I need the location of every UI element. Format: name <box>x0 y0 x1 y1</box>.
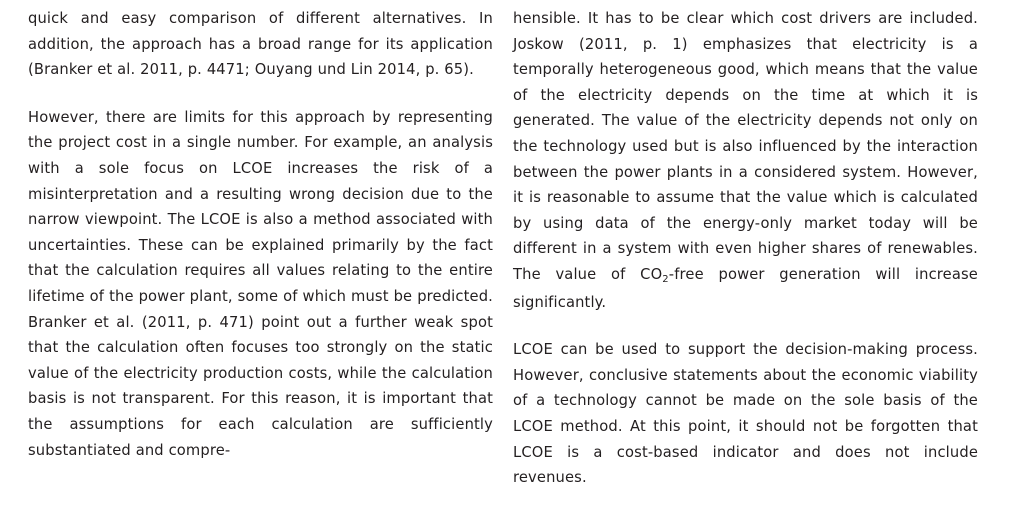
paragraph: LCOE can be used to support the decision-making process. However, conclusive statements about the economic viability of a technology cannot be made on the sole basis of the LCOE method. At this point, it should not be forgotten that LCOE is a cost-based indicator and does not include revenues. <box>513 341 978 487</box>
paragraph-text-part: hensible. It has to be clear which cost drivers are included. Joskow (2011, p. 1) emphasizes that electricity is a temporally heterogeneous good, which means that the value of the electricity depends on the time at which it is generated. The value of the electricity depends not only on the technology used but is also influenced by the interaction between the power plants in a considered system. However, it is reasonable to assume that the value which is calculated by using data of the energy-only market today will be different in a system with even higher shares of renewables. The value of CO <box>513 10 978 283</box>
paragraph: quick and easy comparison of different alternatives. In addition, the approach has a broad range for its application (Branker et al. 2011, p. 4471; Ouyang und Lin 2014, p. 65). <box>28 10 493 79</box>
chemical-subscript: 2 <box>662 273 669 285</box>
paragraph <box>513 6 978 315</box>
two-column-layout <box>28 6 978 491</box>
right-text-column <box>513 6 978 491</box>
paragraph-text-part: -free power generation will increase significantly. <box>513 265 978 311</box>
left-text-column <box>28 6 493 463</box>
paragraph: However, there are limits for this approach by representing the project cost in a single number. For example, an analysis with a sole focus on LCOE increases the risk of a misinterpretation and a resulting wrong decision due to the narrow viewpoint. The LCOE is also a method associated with uncertainties. These can be explained primarily by the fact that the calculation requires all values relating to the entire lifetime of the power plant, some of which must be predicted. Branker et al. (2011, p. 471) point out a further weak spot that the calculation often focuses too strongly on the static value of the electricity production costs, while the calculation basis is not transparent. For this reason, it is important that the assumptions for each calculation are sufficiently substantiated and compre- <box>28 108 493 459</box>
